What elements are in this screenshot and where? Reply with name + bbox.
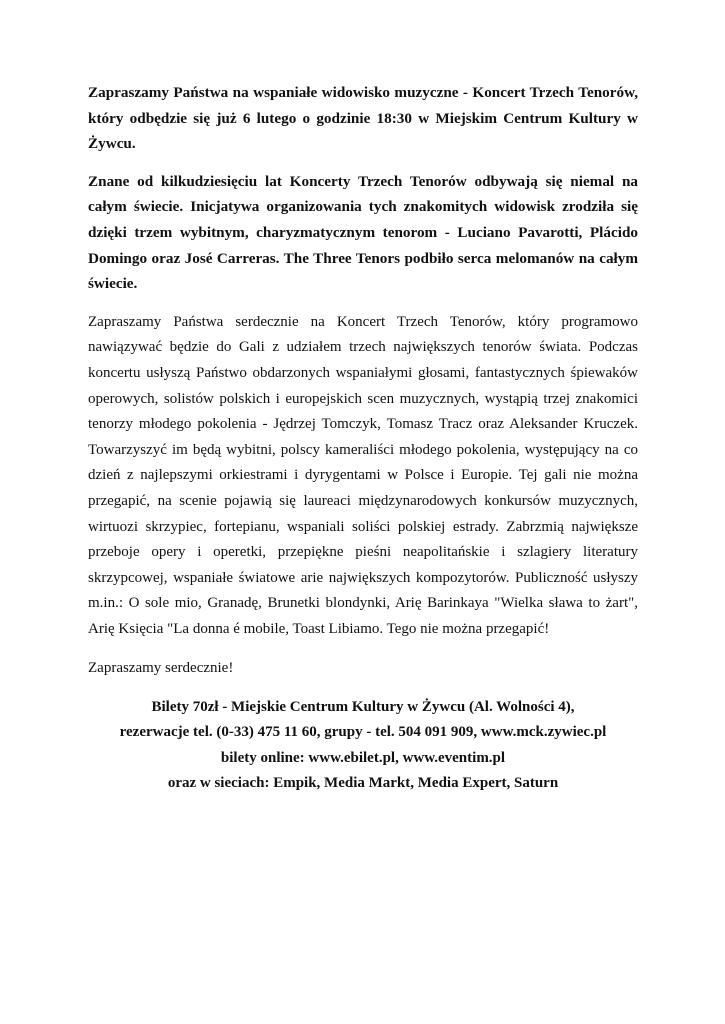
retail-networks-line: oraz w sieciach: Empik, Media Markt, Media Expert, Saturn (167, 775, 559, 792)
closing-line: Zapraszamy serdecznie! (88, 660, 234, 677)
ticket-price-line: Bilety 70zł - Miejskie Centrum Kultury w Żywcu (Al. Wolności 4), (151, 699, 575, 716)
description-paragraph: Zapraszamy Państwa serdecznie na Koncert Trzech Tenorów, który programowo nawiązywać będzie do Gali z udziałem trzech największych tenorów świata. Podczas koncertu usłyszą Państwo obdarzonych wspaniałymi głosami, fantastycznych śpiewaków operowych, solistów polskich i europejskich scen muzycznych, wystąpią trzej znakomici tenorzy młodego pokolenia - Jędrzej Tomczyk, Tomasz Tracz oraz Aleksander Kruczek. Towarzyszyć im będą wybitni, polscy kameraliści młodego pokolenia, występujący na co dzień z najlepszymi orkiestrami i dyrygentami w Polsce i Europie. Tej gali nie można przegapić, na scenie pojawią się laureaci międzynarodowych konkursów muzycznych, wirtuozi skrzypiec, fortepianu, wspaniali soliści polskiej estrady. Zabrzmią największe przeboje opery i operetki, przepiękne pieśni neapolitańskie i szlagiery literatury skrzypcowej, wspaniałe światowe arie największych kompozytorów. Publiczność usłyszy m.in.: O sole mio, Granadę, Brunetki blondynki, Arię Barinkaya "Wielka sława to żart", Arię Księcia "La donna é mobile, Toast Libiamo. Tego nie można przegapić! (88, 313, 638, 637)
document-page (88, 80, 638, 797)
reservation-line: rezerwacje tel. (0-33) 475 11 60, grupy - tel. 504 091 909, www.mck.zywiec.pl (119, 724, 607, 741)
ticket-info (88, 695, 638, 797)
online-tickets-line: bilety online: www.ebilet.pl, www.eventim.pl (220, 749, 506, 766)
history-paragraph: Znane od kilkudziesięciu lat Koncerty Trzech Tenorów odbywają się niemal na całym świecie. Inicjatywa organizowania tych znakomitych widowisk zrodziła się dzięki trzem wybitnym, charyzmatycznym tenorom - Luciano Pavarotti, Plácido Domingo oraz José Carreras. The Three Tenors podbiło serca melomanów na całym świecie. (88, 172, 638, 293)
intro-paragraph: Zapraszamy Państwa na wspaniałe widowisko muzyczne - Koncert Trzech Tenorów, który odbędzie się już 6 lutego o godzinie 18:30 w Miejskim Centrum Kultury w Żywcu. (88, 84, 638, 153)
